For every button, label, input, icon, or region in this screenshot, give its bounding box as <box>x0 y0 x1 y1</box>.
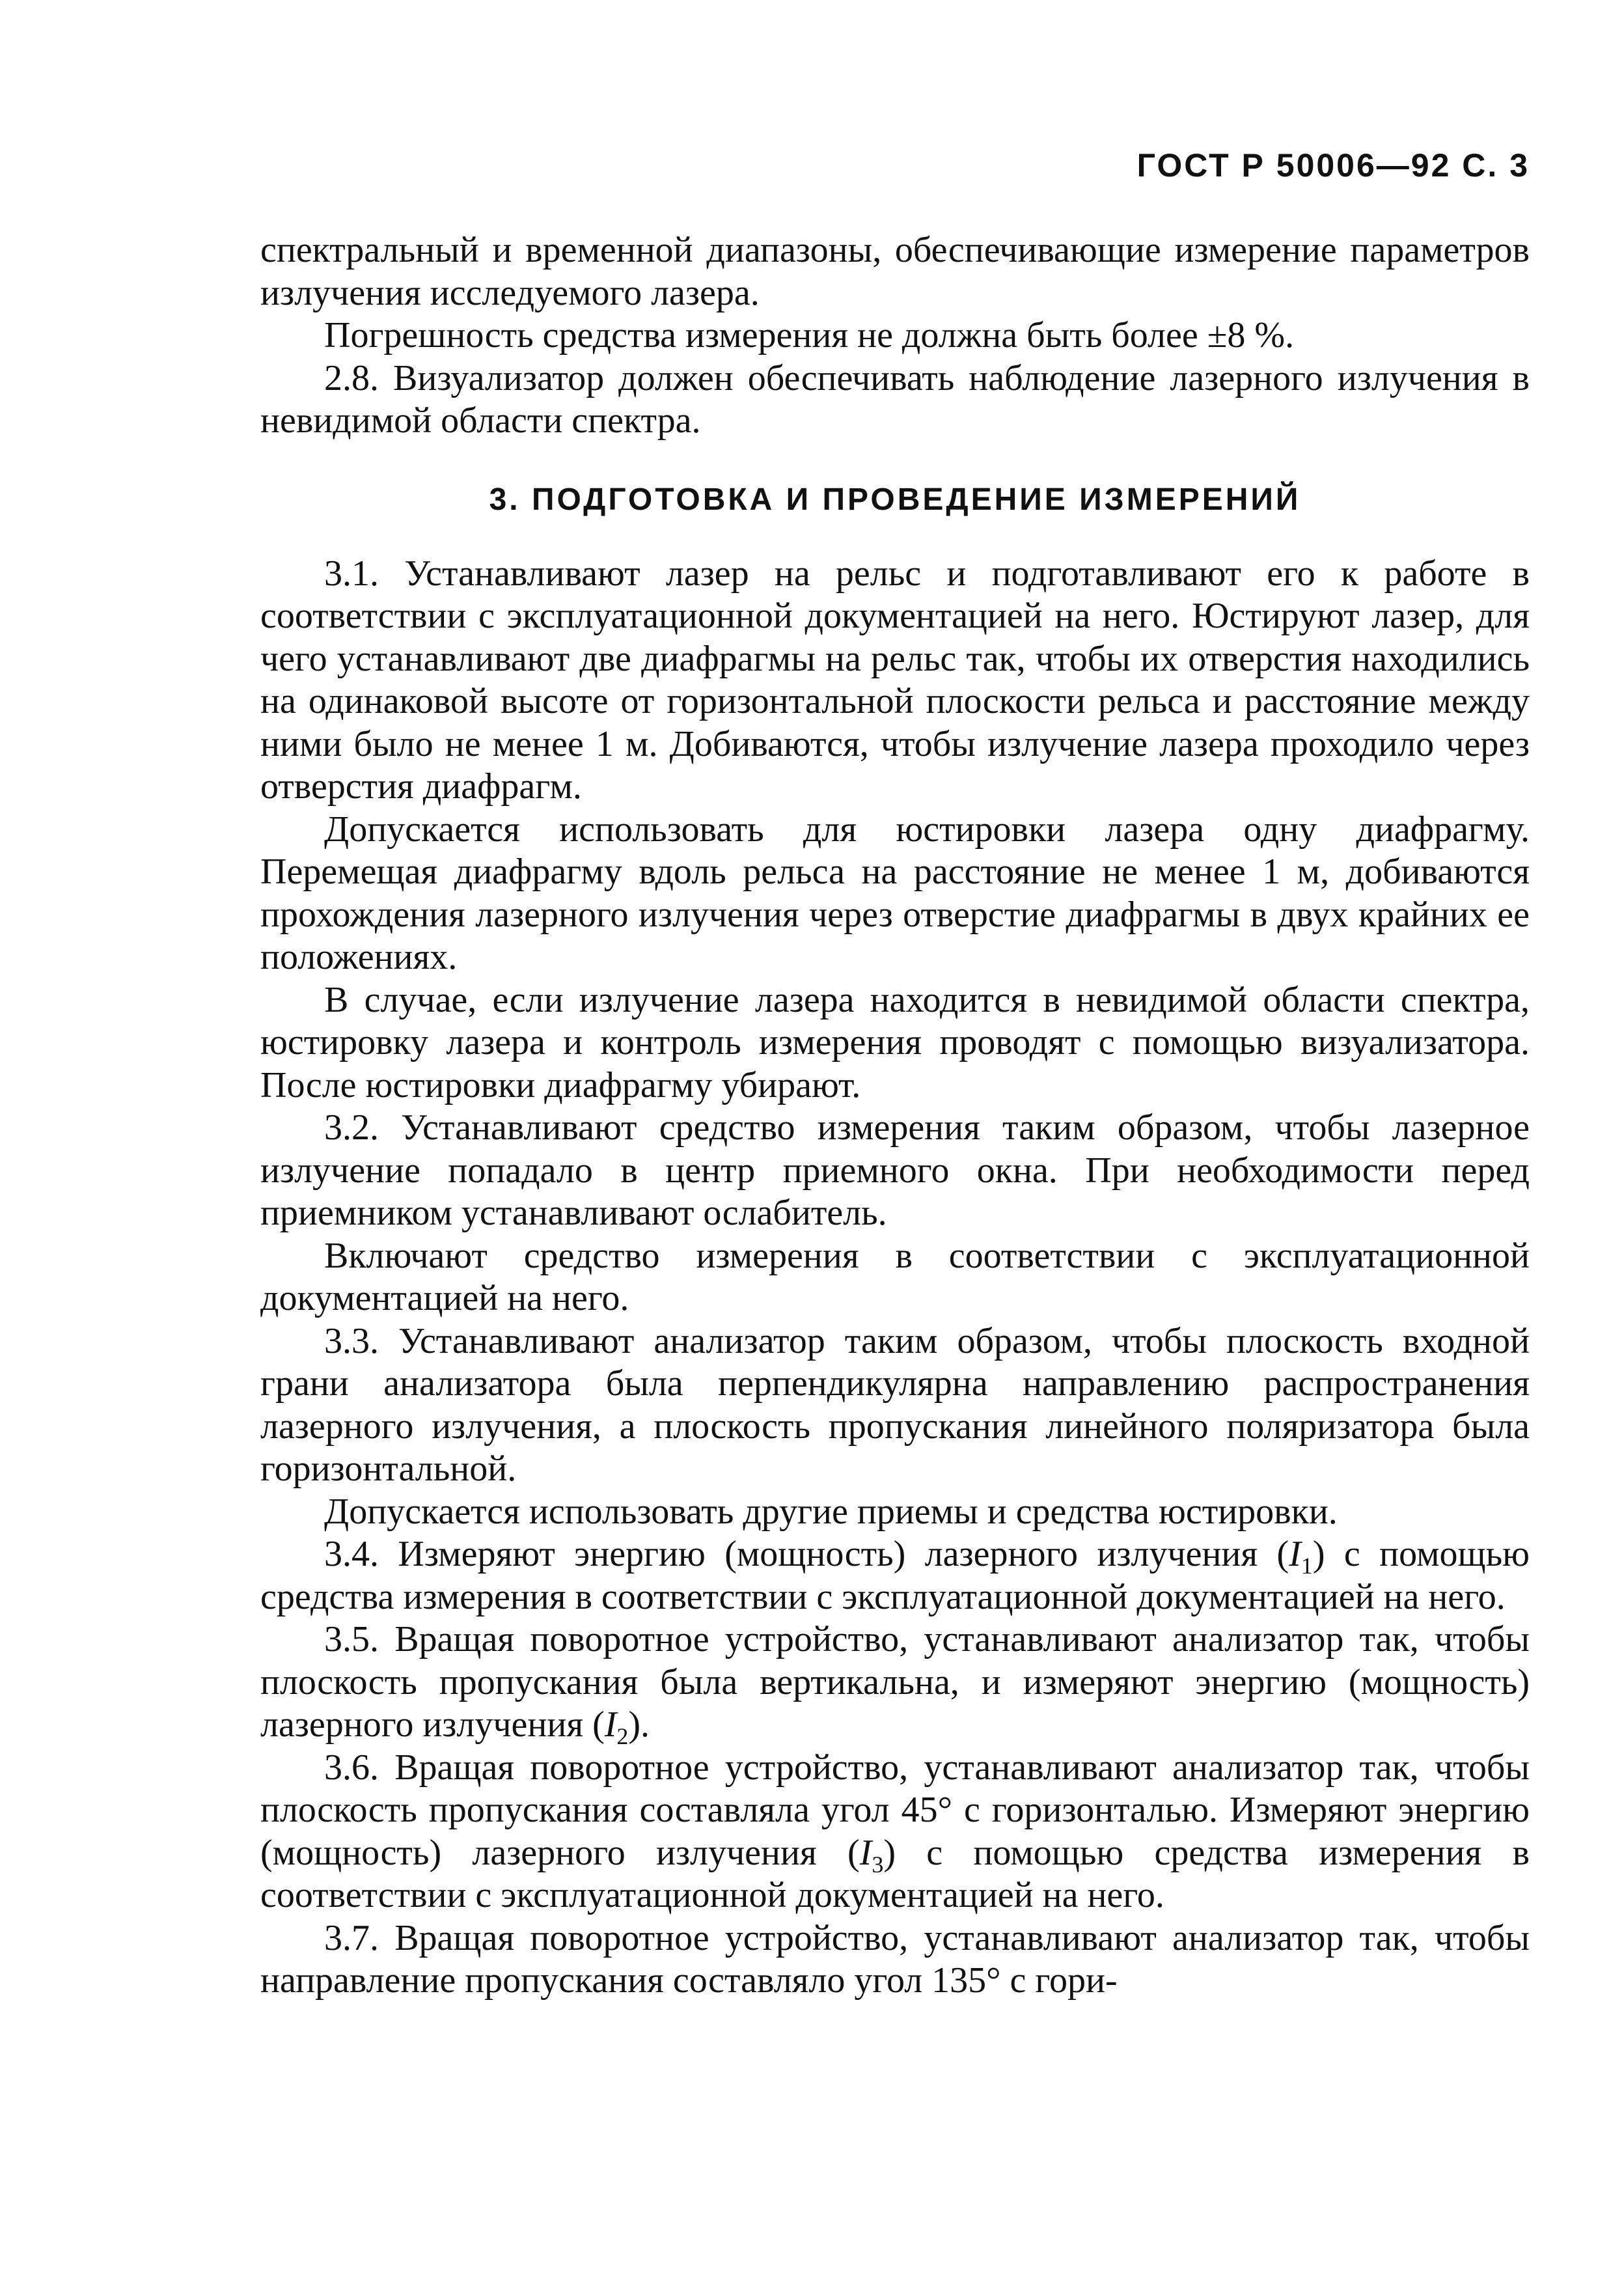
variable-i2-subscript: 2 <box>616 1723 629 1750</box>
paragraph-3-7: 3.7. Вращая поворотное устройство, устанавливают анализатор так, чтобы направление пропускания составляло угол 135° с гори- <box>260 1917 1530 2001</box>
paragraph-3-1-invisible: В случае, если излучение лазера находится в невидимой области спектра, юстировку лазера и контроль измерения проводят с помощью визуализатора. После юстировки диафрагму убирают. <box>260 979 1530 1105</box>
paragraph-3-1: 3.1. Устанавливают лазер на рельс и подготавливают его к работе в соответствии с эксплуатационной документацией на него. Юстируют лазер, для чего устанавливают две диафрагмы на рельс так, чтобы их отверстия находились на одинаковой высоте от горизонтальной плоскости рельса и расстояние между ними было не менее 1 м. Добиваются, чтобы излучение лазера проходило через отверстия диафрагм. <box>260 553 1530 807</box>
paragraph-3-2: 3.2. Устанавливают средство измерения таким образом, чтобы лазерное излучение попадало в центр приемного окна. При необходимости перед приемником устанавливают ослабитель. <box>260 1107 1530 1233</box>
running-header: ГОСТ Р 50006—92 С. 3 <box>1136 147 1530 184</box>
paragraph-3-5 <box>260 1618 1530 1750</box>
variable-i3-subscript: 3 <box>872 1851 884 1878</box>
section-heading: 3. ПОДГОТОВКА И ПРОВЕДЕНИЕ ИЗМЕРЕНИЙ <box>489 482 1301 517</box>
document-page <box>260 0 1530 2289</box>
paragraph-error-limit: Погрешность средства измерения не должна быть более ±8 %. <box>324 315 1295 355</box>
paragraph-3-5-text-b: ). <box>628 1704 650 1745</box>
body-text <box>260 229 1530 2003</box>
variable-i1: I <box>1289 1534 1301 1574</box>
paragraph-3-3: 3.3. Устанавливают анализатор таким образом, чтобы плоскость входной грани анализатора была перпендикулярна направлению распространения лазерного излучения, а плоскость пропускания линейного поляризатора была горизонтальной. <box>260 1320 1530 1489</box>
variable-i3: I <box>859 1832 872 1873</box>
paragraph-3-3-alt: Допускается использовать другие приемы и средства юстировки. <box>324 1491 1338 1532</box>
paragraph-3-4-text-a: 3.4. Измеряют энергию (мощность) лазерного излучения ( <box>324 1534 1289 1574</box>
paragraph-2-8: 2.8. Визуализатор должен обеспечивать наблюдение лазерного излучения в невидимой области спектра. <box>260 357 1530 441</box>
paragraph-3-4-text-b: ) с помощью средства измерения в соответствии с эксплуатационной документацией на него. <box>260 1534 1530 1617</box>
paragraph-continuation: спектральный и временной диапазоны, обеспечивающие измерение параметров излучения исследуемого лазера. <box>260 230 1530 313</box>
paragraph-3-6-text-a: 3.6. Вращая поворотное устройство, устанавливают анализатор так, чтобы плоскость пропускания составляла угол 45° с горизонталью. Измеряют энергию (мощность) лазерного излучения ( <box>260 1747 1530 1873</box>
paragraph-3-5-text-a: 3.5. Вращая поворотное устройство, устанавливают анализатор так, чтобы плоскость пропускания была вертикальна, и измеряют энергию (мощность) лазерного излучения ( <box>260 1619 1530 1745</box>
variable-i2: I <box>604 1704 617 1745</box>
paragraph-3-1-alt: Допускается использовать для юстировки лазера одну диафрагму. Перемещая диафрагму вдоль рельса на расстояние не менее 1 м, добиваются прохождения лазерного излучения через отверстие диафрагмы в двух крайних ее положениях. <box>260 809 1530 977</box>
paragraph-3-2-enable: Включают средство измерения в соответствии с эксплуатационной документацией на него. <box>260 1235 1530 1318</box>
paragraph-3-6 <box>260 1747 1530 1917</box>
paragraph-3-6-text-b: ) с помощью средства измерения в соответствии с эксплуатационной документацией на него. <box>260 1832 1530 1915</box>
paragraph-3-4 <box>260 1533 1530 1618</box>
variable-i1-subscript: 1 <box>1301 1553 1313 1579</box>
